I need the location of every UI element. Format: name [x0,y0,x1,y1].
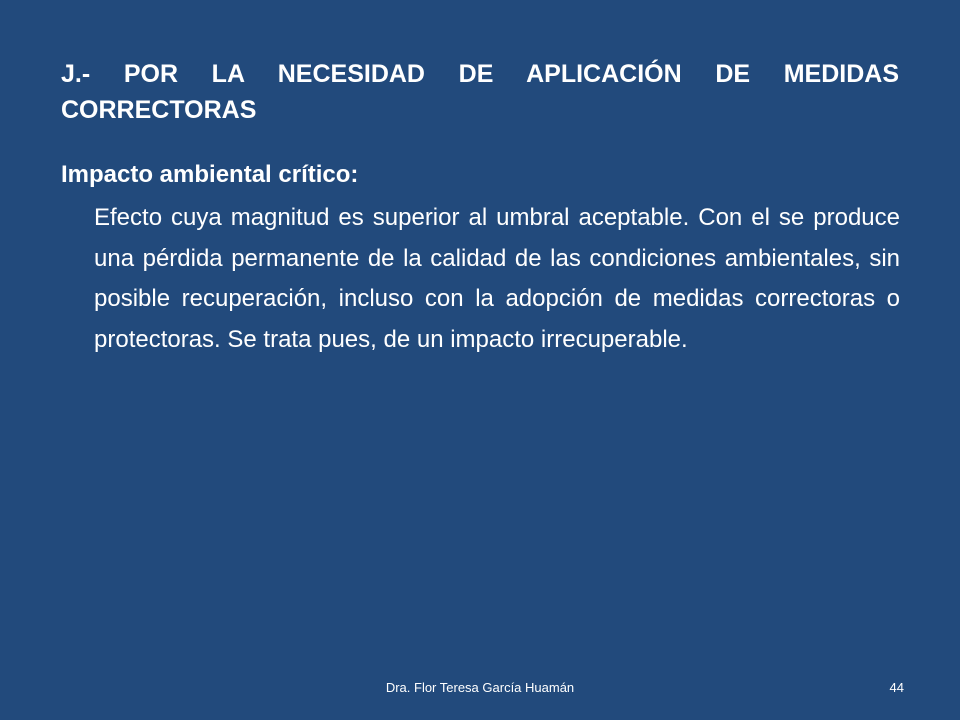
footer-author: Dra. Flor Teresa García Huamán [385,680,575,695]
term-heading: Impacto ambiental crítico: [61,161,359,188]
page-number: 44 [889,680,904,695]
definition-paragraph: Efecto cuya magnitud es superior al umbral aceptable. Con el se produce una pérdida permanente de la calidad de las condiciones ambientales, sin posible recuperación, incluso con la adopción de medidas correctoras o protectoras. Se trata pues, de un impacto irrecuperable. [94,204,900,353]
slide-title: J.- POR LA NECESIDAD DE APLICACIÓN DE MEDIDAS CORRECTORAS [61,60,899,124]
